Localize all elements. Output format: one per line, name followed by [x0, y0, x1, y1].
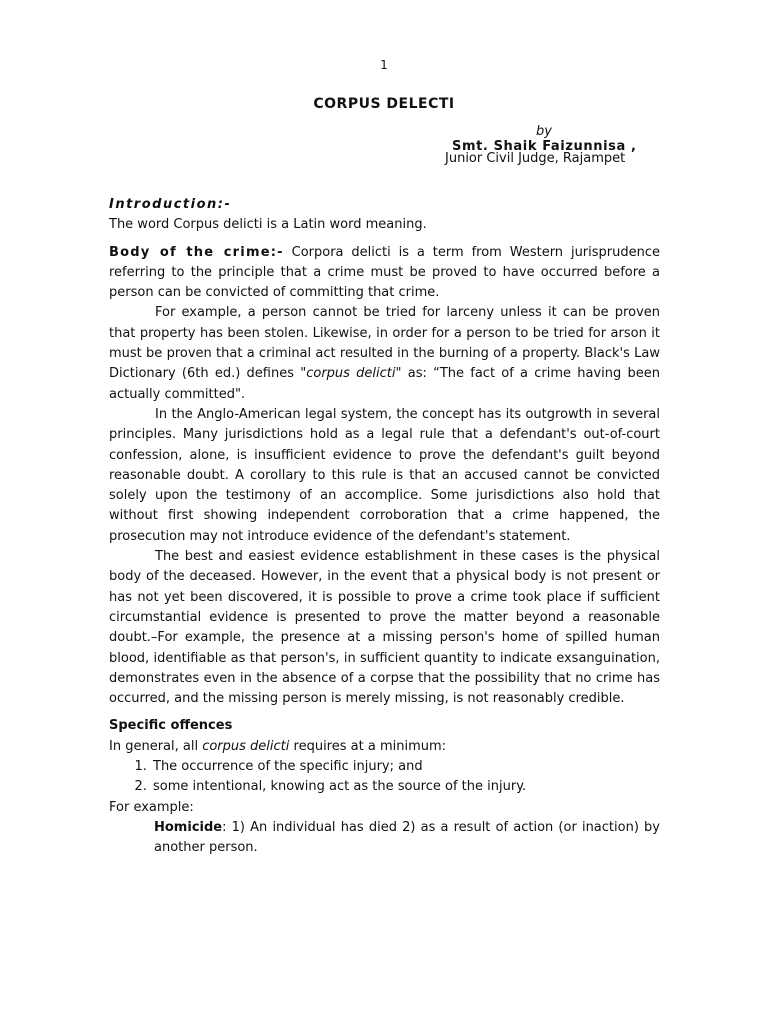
byline-author: Smt. Shaik Faizunnisa ,	[452, 139, 637, 154]
introduction-heading	[109, 195, 660, 215]
homicide-text: : 1) An individual has died 2) as a result of action (or inaction) by another person.	[154, 819, 660, 856]
introduction-text: The word Corpus delicti is a Latin word meaning.	[109, 217, 427, 233]
paragraph-best-evidence: The best and easiest evidence establishment in these cases is the physical body of the deceased. However, in the event that a physical body is not present or has not yet been discovered, it is possible to prove a crime took place if sufficient circumstantial evidence is presented to prove the matter beyond a reasonable doubt.–For example, the presence at a missing person's home of spilled human blood, identifiable as that person's, in sufficient quantity to indicate exsanguination, demonstrates even in the absence of a corpse that the possibility that no crime has occurred, and the missing person is merely missing, is not reasonably credible.	[109, 549, 660, 707]
byline-by: by	[536, 124, 552, 139]
body-of-crime-heading: Body of the crime:-	[109, 244, 284, 260]
paragraph-example-text: For example, a person cannot be tried for larceny unless it can be proven that property has been stolen. Likewise, in order for a person to be tried for arson it must be proven that a criminal act resulted in the burning of a property. Black's Law Dictionary (6th ed.) defines "	[109, 305, 660, 382]
document-body	[109, 195, 660, 859]
paragraph-anglo-american: In the Anglo-American legal system, the concept has its outgrowth in several principles. Many jurisdictions hold as a legal rule that a defendant's out-of-court confession, alone, is insufficient evidence to prove the defendant's guilt beyond reasonable doubt. A corollary to this rule is that an accused cannot be convicted solely upon the testimony of an accomplice. Some jurisdictions also hold that without first showing independent corroboration that a crime happened, the prosecution may not introduce evidence of the defendant's statement.	[109, 406, 660, 544]
specific-offences-intro	[109, 737, 660, 757]
specific-offences-intro-text: In general, all	[109, 738, 203, 754]
homicide-paragraph	[109, 818, 660, 859]
paragraph-example	[109, 303, 660, 404]
list-item: 1. The occurrence of the specific injury; and	[151, 757, 660, 777]
requirements-list	[109, 757, 660, 798]
homicide-label: Homicide	[154, 819, 223, 835]
byline-role: Junior Civil Judge, Rajampet	[445, 151, 626, 166]
list-item: 2. some intentional, knowing act as the source of the injury.	[151, 777, 660, 797]
paragraph-example-italic: corpus delicti	[306, 366, 396, 382]
document-title: CORPUS DELECTI	[313, 96, 455, 112]
specific-offences-heading-text: Specific offences	[109, 718, 233, 734]
specific-offences-heading	[109, 716, 660, 736]
paragraph-example-text-end: " as: “The fact of a crime having been actually committed".	[109, 366, 660, 402]
specific-offences-intro-end: requires at a minimum:	[289, 738, 447, 754]
body-of-crime-paragraph	[109, 243, 660, 304]
for-example-label: For example:	[109, 799, 194, 815]
introduction-heading-text: Introduction:-	[109, 197, 232, 212]
body-of-crime-text: Corpora delicti is a term from Western jurisprudence referring to the principle that a crime must be proved to have occurred before a person can be convicted of committing that crime.	[109, 244, 661, 301]
page-number: 1	[380, 58, 388, 72]
specific-offences-intro-italic: corpus delicti	[202, 738, 290, 754]
